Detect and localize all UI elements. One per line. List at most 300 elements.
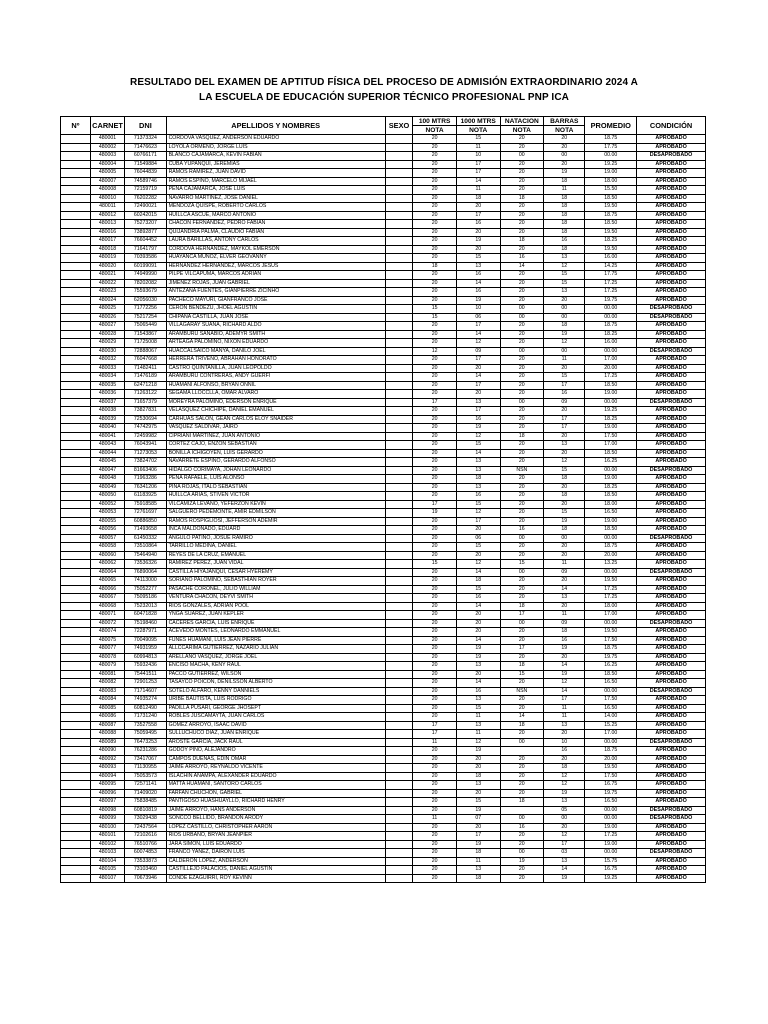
row-sexo xyxy=(385,526,413,535)
row-number xyxy=(61,849,91,858)
table-row xyxy=(61,143,706,152)
row-promedio: 15.75 xyxy=(585,857,637,866)
table-row xyxy=(61,679,706,688)
row-nota-barras: 19 xyxy=(544,517,585,526)
table-row xyxy=(61,475,706,484)
row-carnet: 480001 xyxy=(90,135,124,144)
row-number xyxy=(61,713,91,722)
row-nota-1000m: 13 xyxy=(456,483,500,492)
row-carnet: 480097 xyxy=(90,798,124,807)
row-nota-100m: 20 xyxy=(413,517,457,526)
table-row xyxy=(61,364,706,373)
table-row xyxy=(61,721,706,730)
row-nombre: CORDOVA HERNANDEZ, MAYKOL EMERSON xyxy=(166,245,385,254)
row-dni: 73824702 xyxy=(125,458,166,467)
row-nombre: HUAYANCA MUÑOZ, ELVER GEOVANNY xyxy=(166,254,385,263)
row-promedio: 19.50 xyxy=(585,203,637,212)
row-dni: 73527558 xyxy=(125,721,166,730)
row-promedio: 16.50 xyxy=(585,679,637,688)
row-nota-barras: 16 xyxy=(544,636,585,645)
row-sexo xyxy=(385,755,413,764)
row-nombre: ARAMBURU CONTRERAS, ANDY GUERFI xyxy=(166,373,385,382)
row-nota-barras: 11 xyxy=(544,704,585,713)
row-number xyxy=(61,866,91,875)
row-nota-1000m: 11 xyxy=(456,186,500,195)
row-nota-1000m: 20 xyxy=(456,670,500,679)
row-number xyxy=(61,152,91,161)
row-nota-natacion: 20 xyxy=(500,381,544,390)
row-condicion: APROBADO xyxy=(637,271,706,280)
row-sexo xyxy=(385,186,413,195)
row-nota-natacion: 20 xyxy=(500,373,544,382)
row-carnet: 480016 xyxy=(90,228,124,237)
row-nombre: SEGAMA LLOCCLLA, OMAR ALVARO xyxy=(166,390,385,399)
row-dni: 71130955 xyxy=(125,764,166,773)
row-carnet: 480041 xyxy=(90,432,124,441)
row-condicion: APROBADO xyxy=(637,874,706,883)
table-row xyxy=(61,449,706,458)
row-nota-barras: 00 xyxy=(544,815,585,824)
row-nota-1000m: 09 xyxy=(456,347,500,356)
row-nombre: LOYOLA ORMEÑO, JORGE LUIS xyxy=(166,143,385,152)
row-carnet: 480025 xyxy=(90,305,124,314)
row-promedio: 19.00 xyxy=(585,823,637,832)
row-carnet: 480026 xyxy=(90,313,124,322)
row-nota-1000m: 14 xyxy=(456,449,500,458)
row-promedio: 18.50 xyxy=(585,492,637,501)
table-row xyxy=(61,840,706,849)
row-nota-100m: 20 xyxy=(413,288,457,297)
row-promedio: 19.75 xyxy=(585,653,637,662)
row-nota-barras: 09 xyxy=(544,619,585,628)
row-nota-1000m: 11 xyxy=(456,713,500,722)
row-condicion: DESAPROBADO xyxy=(637,398,706,407)
row-dni: 71549884 xyxy=(125,160,166,169)
row-sexo xyxy=(385,356,413,365)
row-number xyxy=(61,832,91,841)
row-nota-1000m: 14 xyxy=(456,373,500,382)
table-row xyxy=(61,798,706,807)
row-nota-1000m: 19 xyxy=(456,747,500,756)
row-nota-100m: 20 xyxy=(413,407,457,416)
table-row xyxy=(61,560,706,569)
table-row xyxy=(61,466,706,475)
row-number xyxy=(61,364,91,373)
row-dni: 71493658 xyxy=(125,526,166,535)
row-nota-1000m: 14 xyxy=(456,602,500,611)
row-carnet: 480017 xyxy=(90,237,124,246)
row-nota-1000m: 20 xyxy=(456,823,500,832)
row-promedio: 00.00 xyxy=(585,466,637,475)
row-dni: 74742975 xyxy=(125,424,166,433)
row-nombre: CHACON FERNANDEZ, PEDRO FABIAN xyxy=(166,220,385,229)
row-nota-natacion: NSN xyxy=(500,466,544,475)
row-carnet: 480057 xyxy=(90,534,124,543)
row-condicion: APROBADO xyxy=(637,662,706,671)
row-nota-natacion: 00 xyxy=(500,534,544,543)
row-nota-natacion: 20 xyxy=(500,764,544,773)
row-nota-1000m: 16 xyxy=(456,271,500,280)
table-row xyxy=(61,713,706,722)
row-promedio: 19.50 xyxy=(585,228,637,237)
row-nota-1000m: 11 xyxy=(456,857,500,866)
row-nota-natacion: 20 xyxy=(500,781,544,790)
row-nota-100m: 20 xyxy=(413,177,457,186)
row-carnet: 480007 xyxy=(90,177,124,186)
table-row xyxy=(61,194,706,203)
row-nota-natacion: 18 xyxy=(500,237,544,246)
table-row xyxy=(61,628,706,637)
row-number xyxy=(61,483,91,492)
row-carnet: 480082 xyxy=(90,679,124,688)
header-carnet: CARNET xyxy=(90,117,124,135)
header-barras: BARRAS xyxy=(544,117,585,126)
row-promedio: 00.00 xyxy=(585,815,637,824)
row-promedio: 17.25 xyxy=(585,288,637,297)
table-row xyxy=(61,186,706,195)
row-condicion: APROBADO xyxy=(637,356,706,365)
table-row xyxy=(61,381,706,390)
row-nombre: LOPEZ CASTILLO, CHRISTOPHER AARON xyxy=(166,823,385,832)
row-carnet: 480089 xyxy=(90,738,124,747)
table-row xyxy=(61,407,706,416)
row-nota-100m: 20 xyxy=(413,602,457,611)
row-nota-100m: 20 xyxy=(413,483,457,492)
row-nombre: ENCISO MACHA, KENY RAUL xyxy=(166,662,385,671)
row-dni: 76231286 xyxy=(125,747,166,756)
row-nota-100m: 20 xyxy=(413,135,457,144)
row-carnet: 480019 xyxy=(90,254,124,263)
table-row xyxy=(61,356,706,365)
row-promedio: 19.75 xyxy=(585,296,637,305)
row-nota-100m: 20 xyxy=(413,415,457,424)
row-condicion: APROBADO xyxy=(637,679,706,688)
row-nota-natacion: 20 xyxy=(500,279,544,288)
row-nota-1000m: 19 xyxy=(456,840,500,849)
row-condicion: APROBADO xyxy=(637,764,706,773)
table-row xyxy=(61,534,706,543)
table-row xyxy=(61,857,706,866)
row-nota-barras: 19 xyxy=(544,789,585,798)
row-nota-1000m: 19 xyxy=(456,237,500,246)
row-number xyxy=(61,577,91,586)
row-sexo xyxy=(385,585,413,594)
row-nota-barras: 19 xyxy=(544,330,585,339)
row-promedio: 18.75 xyxy=(585,747,637,756)
row-nota-100m: 20 xyxy=(413,390,457,399)
row-carnet: 480039 xyxy=(90,415,124,424)
row-nombre: ALLCCARIMA GUTIERREZ, NAZARIO JULIAN xyxy=(166,645,385,654)
row-nota-natacion: 20 xyxy=(500,509,544,518)
row-promedio: 17.00 xyxy=(585,611,637,620)
row-nombre: INCA MALDONADO, EDUARD xyxy=(166,526,385,535)
row-nota-barras: 17 xyxy=(544,696,585,705)
row-promedio: 14.25 xyxy=(585,262,637,271)
row-nombre: RAMOS ROSPIGLIOSI, JEFFERSON ADEMIR xyxy=(166,517,385,526)
row-promedio: 18.00 xyxy=(585,177,637,186)
row-promedio: 18.75 xyxy=(585,543,637,552)
row-condicion: APROBADO xyxy=(637,228,706,237)
row-condicion: APROBADO xyxy=(637,551,706,560)
row-condicion: APROBADO xyxy=(637,594,706,603)
row-carnet: 480077 xyxy=(90,645,124,654)
row-nombre: CHIPANA CASTILLA, JUAN JOSE xyxy=(166,313,385,322)
row-nota-natacion: 00 xyxy=(500,738,544,747)
row-nombre: PACCO GUTIERREZ, WILSON xyxy=(166,670,385,679)
row-dni: 74589746 xyxy=(125,177,166,186)
row-dni: 75273207 xyxy=(125,220,166,229)
row-sexo xyxy=(385,696,413,705)
row-nota-natacion: 00 xyxy=(500,347,544,356)
row-sexo xyxy=(385,670,413,679)
row-nombre: RIOS URBANO, BRYAN JEANPIER xyxy=(166,832,385,841)
row-carnet: 480104 xyxy=(90,857,124,866)
row-nota-natacion: 18 xyxy=(500,798,544,807)
row-dni: 76202282 xyxy=(125,194,166,203)
row-number xyxy=(61,679,91,688)
row-nota-natacion: 20 xyxy=(500,517,544,526)
row-nota-100m: 20 xyxy=(413,755,457,764)
row-nota-natacion: 20 xyxy=(500,220,544,229)
header-nombres: APELLIDOS Y NOMBRES xyxy=(166,117,385,135)
row-condicion: APROBADO xyxy=(637,245,706,254)
table-row xyxy=(61,169,706,178)
row-dni: 72437564 xyxy=(125,823,166,832)
row-number xyxy=(61,747,91,756)
row-nota-barras: 16 xyxy=(544,747,585,756)
row-number xyxy=(61,594,91,603)
row-dni: 61450332 xyxy=(125,534,166,543)
row-condicion: APROBADO xyxy=(637,237,706,246)
row-nota-barras: 11 xyxy=(544,611,585,620)
row-promedio: 18.50 xyxy=(585,670,637,679)
row-nota-1000m: 17 xyxy=(456,211,500,220)
row-nombre: ANGULO PATIÑO, JOSUE RAMIRO xyxy=(166,534,385,543)
table-row xyxy=(61,390,706,399)
row-nota-natacion: 20 xyxy=(500,228,544,237)
row-promedio: 16.25 xyxy=(585,662,637,671)
row-dni: 60242015 xyxy=(125,211,166,220)
row-dni: 61183925 xyxy=(125,492,166,501)
row-carnet: 480022 xyxy=(90,279,124,288)
row-nota-1000m: 13 xyxy=(456,781,500,790)
row-number xyxy=(61,458,91,467)
row-nombre: SULLUCHUCO DIAZ, JUAN ENRIQUE xyxy=(166,730,385,739)
row-dni: 75464940 xyxy=(125,551,166,560)
row-nota-1000m: 16 xyxy=(456,220,500,229)
row-promedio: 15.25 xyxy=(585,721,637,730)
row-nota-barras: 20 xyxy=(544,160,585,169)
row-nombre: GOMEZ ARROYO, ISAAC DAVID xyxy=(166,721,385,730)
row-number xyxy=(61,135,91,144)
row-nota-barras: 11 xyxy=(544,356,585,365)
row-promedio: 16.75 xyxy=(585,866,637,875)
row-carnet: 480005 xyxy=(90,169,124,178)
row-nota-100m: 20 xyxy=(413,254,457,263)
row-number xyxy=(61,245,91,254)
row-number xyxy=(61,636,91,645)
row-dni: 62056030 xyxy=(125,296,166,305)
row-nota-barras: 15 xyxy=(544,373,585,382)
row-promedio: 17.25 xyxy=(585,585,637,594)
row-carnet: 480065 xyxy=(90,577,124,586)
row-nombre: MENDOZA QUISPE, ROBERTO CARLOS xyxy=(166,203,385,212)
row-condicion: DESAPROBADO xyxy=(637,738,706,747)
row-dni: 75441511 xyxy=(125,670,166,679)
row-sexo xyxy=(385,849,413,858)
row-nota-1000m: 17 xyxy=(456,517,500,526)
row-sexo xyxy=(385,840,413,849)
row-nota-100m: 17 xyxy=(413,721,457,730)
row-condicion: APROBADO xyxy=(637,602,706,611)
row-sexo xyxy=(385,874,413,883)
table-row xyxy=(61,288,706,297)
row-nota-1000m: 11 xyxy=(456,143,500,152)
row-nota-1000m: 14 xyxy=(456,679,500,688)
row-nota-1000m: 20 xyxy=(456,619,500,628)
table-row xyxy=(61,313,706,322)
table-row xyxy=(61,594,706,603)
row-sexo xyxy=(385,415,413,424)
row-number xyxy=(61,611,91,620)
row-promedio: 00.00 xyxy=(585,398,637,407)
row-nombre: ISLACHIN ANAMPA, ALEXANDER EDUARDO xyxy=(166,772,385,781)
row-nota-100m: 20 xyxy=(413,449,457,458)
row-nota-natacion: 20 xyxy=(500,339,544,348)
header-sexo: SEXO xyxy=(385,117,413,135)
row-promedio: 00.00 xyxy=(585,534,637,543)
row-nota-100m: 20 xyxy=(413,271,457,280)
row-promedio: 19.00 xyxy=(585,517,637,526)
row-nombre: PASACHE CORONEL, JULIO WILLIAM xyxy=(166,585,385,594)
row-number xyxy=(61,143,91,152)
row-number xyxy=(61,203,91,212)
row-carnet: 480032 xyxy=(90,356,124,365)
row-nota-barras: 18 xyxy=(544,492,585,501)
row-nota-barras: 18 xyxy=(544,211,585,220)
row-nota-natacion: 20 xyxy=(500,169,544,178)
row-dni: 71772256 xyxy=(125,305,166,314)
row-number xyxy=(61,390,91,399)
row-nombre: REYES DE LA CRUZ, EMANUEL xyxy=(166,551,385,560)
row-nota-100m: 20 xyxy=(413,152,457,161)
row-promedio: 17.50 xyxy=(585,696,637,705)
table-row xyxy=(61,789,706,798)
row-number xyxy=(61,160,91,169)
row-promedio: 00.00 xyxy=(585,738,637,747)
table-row xyxy=(61,764,706,773)
row-nota-natacion: 20 xyxy=(500,832,544,841)
row-carnet: 480081 xyxy=(90,670,124,679)
row-carnet: 480028 xyxy=(90,330,124,339)
row-nota-100m: 20 xyxy=(413,747,457,756)
row-sexo xyxy=(385,475,413,484)
row-nota-1000m: 15 xyxy=(456,585,500,594)
row-carnet: 480055 xyxy=(90,517,124,526)
row-nota-1000m: 19 xyxy=(456,296,500,305)
row-promedio: 19.25 xyxy=(585,874,637,883)
row-number xyxy=(61,628,91,637)
row-promedio: 20.00 xyxy=(585,364,637,373)
row-nota-natacion: 20 xyxy=(500,449,544,458)
row-nombre: BONILLA ICHIGOYEN, LUIS GERARDO xyxy=(166,449,385,458)
table-row xyxy=(61,432,706,441)
row-nota-100m: 20 xyxy=(413,381,457,390)
row-nota-barras: 00 xyxy=(544,313,585,322)
row-condicion: APROBADO xyxy=(637,772,706,781)
row-number xyxy=(61,177,91,186)
row-promedio: 17.50 xyxy=(585,772,637,781)
row-sexo xyxy=(385,449,413,458)
row-nombre: HUACCALSAICO MANYA, DANILO JOEL xyxy=(166,347,385,356)
results-table xyxy=(60,116,706,883)
row-sexo xyxy=(385,611,413,620)
table-row xyxy=(61,526,706,535)
row-promedio: 19.25 xyxy=(585,160,637,169)
row-sexo xyxy=(385,619,413,628)
row-sexo xyxy=(385,339,413,348)
row-condicion: APROBADO xyxy=(637,330,706,339)
row-nota-natacion: 20 xyxy=(500,636,544,645)
table-row xyxy=(61,228,706,237)
row-carnet: 480074 xyxy=(90,628,124,637)
row-nota-100m: 20 xyxy=(413,832,457,841)
row-nota-1000m: 18 xyxy=(456,772,500,781)
row-nombre: ARTEAGA PALOMINO, NIXON EDUARDO xyxy=(166,339,385,348)
row-nota-barras: 09 xyxy=(544,398,585,407)
row-promedio: 17.75 xyxy=(585,271,637,280)
row-condicion: APROBADO xyxy=(637,407,706,416)
row-condicion: APROBADO xyxy=(637,169,706,178)
row-sexo xyxy=(385,245,413,254)
row-sexo xyxy=(385,228,413,237)
row-sexo xyxy=(385,407,413,416)
row-nota-barras: 16 xyxy=(544,390,585,399)
row-carnet: 480047 xyxy=(90,466,124,475)
row-nota-100m: 15 xyxy=(413,305,457,314)
row-promedio: 16.75 xyxy=(585,781,637,790)
row-nota-1000m: 20 xyxy=(456,628,500,637)
row-number xyxy=(61,585,91,594)
table-row xyxy=(61,653,706,662)
row-sexo xyxy=(385,160,413,169)
row-nota-natacion: 20 xyxy=(500,730,544,739)
row-condicion: APROBADO xyxy=(637,254,706,263)
row-condicion: APROBADO xyxy=(637,322,706,331)
row-number xyxy=(61,653,91,662)
row-carnet: 480092 xyxy=(90,755,124,764)
row-dni: 72102616 xyxy=(125,832,166,841)
row-sexo xyxy=(385,211,413,220)
row-sexo xyxy=(385,730,413,739)
row-condicion: APROBADO xyxy=(637,747,706,756)
row-nota-100m: 20 xyxy=(413,679,457,688)
row-nota-natacion: 00 xyxy=(500,305,544,314)
row-number xyxy=(61,857,91,866)
row-nombre: CERON BENDEZU, JHOEL AGUSTIN xyxy=(166,305,385,314)
row-condicion: DESAPROBADO xyxy=(637,534,706,543)
row-condicion: APROBADO xyxy=(637,781,706,790)
row-promedio: 18.50 xyxy=(585,449,637,458)
row-dni: 71263122 xyxy=(125,390,166,399)
row-promedio: 17.00 xyxy=(585,730,637,739)
row-nota-1000m: 14 xyxy=(456,177,500,186)
row-nota-100m: 20 xyxy=(413,492,457,501)
row-dni: 73536326 xyxy=(125,560,166,569)
row-number xyxy=(61,645,91,654)
row-condicion: APROBADO xyxy=(637,500,706,509)
row-nota-barras: 18 xyxy=(544,228,585,237)
